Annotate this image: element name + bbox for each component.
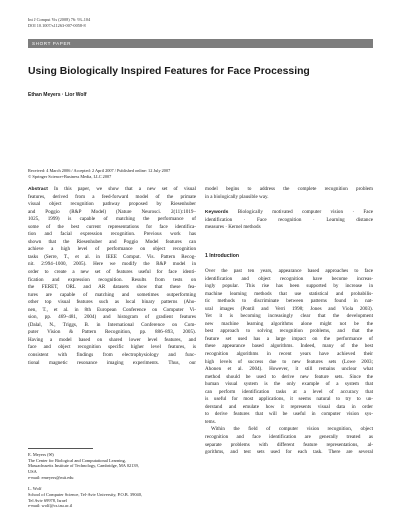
intro-line: method should be used to derive new feature sets. Since the (205, 373, 373, 380)
intro-line: new machine learning algorithms alone might not be the (205, 320, 373, 327)
affiliation-line: USA (28, 469, 37, 475)
abstract-line: visual object recognition pathway proposed by Riesenhuber (28, 201, 196, 208)
intro-line: identification and object recognition have become increas- (205, 275, 373, 282)
affiliation-line: The Center for Biological and Computational Learning, (28, 457, 126, 463)
keywords (205, 209, 373, 232)
abstract-line: sion, pp. 469–481, 2004) and histogram of gradient features (28, 314, 196, 321)
keywords-line: measures · Kernel methods (205, 224, 261, 231)
abstract-line: consistent with findings from electrophysiology and func- (28, 352, 196, 359)
abstract-line: tional magnetic resonance imaging experiments. Thus, our (28, 359, 196, 366)
intro-line: ingly popular. This rise has been supported by increase in (205, 283, 373, 290)
affiliation-line: School of Computer Science, Tel-Aviv University, P.O.B. 39040, (28, 491, 142, 497)
intro-line: human visual system is the only example of a system that (205, 381, 373, 388)
abstract-line: face and object recognition specific higher level features, is (28, 344, 196, 351)
right-column-intro (205, 186, 373, 201)
abstract-line: and Poggio (R&P Model) (Nature Neurosci. 2(11):1019– (28, 208, 196, 215)
received-line: Received: 4 March 2006 / Accepted: 2 April 2007 / Published online: 12 July 2007 (28, 168, 171, 173)
abstract-line: tion and facial expression recognition. Previous work has (28, 231, 196, 238)
publication-dates (28, 168, 373, 179)
authors: Ethan Meyers · Lior Wolf (28, 92, 87, 98)
intro-line: tic methods to discriminate between patterns found in nat- (205, 298, 373, 305)
intro-line: ural images (Pontil and Verri 1998; Jones and Viola 2003). (205, 305, 373, 312)
abstract-line: achieve a high level of performance on object recognition (28, 246, 196, 253)
abstract-line: order to create a new set of features useful for face identi- (28, 269, 196, 276)
abstract-line: other top visual features such as local binary patterns (Aho- (28, 299, 196, 306)
intro-line: feature set used has a large impact on the performance of (205, 335, 373, 342)
keywords-label: Keywords (205, 210, 229, 215)
abstract-line: Having a model based on shared lower level features, and (28, 336, 196, 343)
abstract-label: Abstract (28, 187, 48, 192)
abstract-line: fication and expression recognition. Results from tests on (28, 276, 196, 283)
intro-line: best approach to solving recognition problems, and that the (205, 328, 373, 335)
paper-title: Using Biologically Inspired Features for Face Processing (28, 66, 310, 77)
intro-line: recognition and face identification are generally treated as (205, 434, 373, 441)
keywords-first-line: Keywords Biologically motivated computer vision · Face (205, 209, 373, 215)
abstract-line: tures are capable of matching and sometimes outperforming (28, 291, 196, 298)
affiliation-line: Tel Aviv 69978, Israel (28, 497, 67, 503)
intro-line: can perform identification tasks at a level of accuracy that (205, 388, 373, 395)
intro-line: tems. (205, 418, 216, 425)
affiliation-line: Massachusetts Institute of Technology, Cambridge, MA 02139, (28, 463, 139, 469)
intro-line: is useful for most applications, it seems natural to try to un- (205, 396, 373, 403)
journal-header (28, 17, 90, 28)
footnote-rule (28, 448, 93, 449)
abstract-line: tasks (Serre, T., et al. in IEEE Comput. Vis. Pattern Recog- (28, 253, 196, 260)
abstract-line: some of the best current representations for face identifica- (28, 223, 196, 230)
abstract-line: nen, T., et al. in 8th European Conference on Computer Vi- (28, 306, 196, 313)
section-heading: 1 Introduction (205, 253, 239, 259)
intro-line: these appearance based algorithms. Indeed, many of the best (205, 343, 373, 350)
intro-line: Ahonen et al. 2004). However, it still remains unclear what (205, 366, 373, 373)
introduction-body (205, 268, 373, 457)
intro-line: Over the past ten years, appearance based approaches to face (205, 268, 373, 274)
copyright-line: © Springer Science+Business Media, LLC 2007 (28, 173, 112, 179)
keywords-line: identification · Face recognition · Learning distance (205, 216, 373, 223)
abstract-first-line: Abstract In this paper, we show that a new set of visual (28, 186, 196, 192)
abstract-continued-line: in a biologically plausible way. (205, 193, 269, 200)
intro-line: to derive features that will be useful in computer vision sys- (205, 411, 373, 418)
intro-line: high levels of success due to new features sets (Lowe 2003; (205, 358, 373, 365)
intro-line: recognition algorithms in recent years have achieved their (205, 351, 373, 358)
affiliation-line: e-mail: emeyers@mit.edu (28, 474, 74, 480)
abstract (28, 186, 196, 367)
abstract-line: (Dalal, N., Triggs, B. in International Conference on Com- (28, 321, 196, 328)
article-type-band: SHORT PAPER (28, 39, 373, 48)
affiliation-line: L. Wolf (28, 486, 42, 492)
intro-line: derstand and emulate how it represents visual data in order (205, 403, 373, 410)
abstract-continued-line: model begins to address the complete recognition problem (205, 186, 373, 192)
affiliations (28, 452, 198, 509)
abstract-line: the FERET, ORL and AR datasets show that these fea- (28, 284, 196, 291)
intro-line: Within the field of computer vision recognition, object (211, 426, 373, 433)
intro-line: gorithms, and test sets used for each task. There are several (205, 449, 373, 456)
abstract-line: nit. 2:994–1000, 2005). Here we modify the R&P model in (28, 261, 196, 268)
abstract-line: 1025, 1999) is capable of matching the performance of (28, 216, 196, 223)
intro-line: machine learning methods that use statistical and probabilis- (205, 290, 373, 297)
affiliation-line: E. Meyers (✉) (28, 452, 54, 457)
journal-citation: Int J Comput Vis (2008) 76: 93–104 (28, 17, 91, 22)
abstract-line: shown that the Riesenhuber and Poggio Model features can (28, 238, 196, 245)
abstract-line: features, derived from a feed-forward model of the primate (28, 193, 196, 200)
abstract-line: puter Vision & Pattern Recognition, pp. 886–893, 2005). (28, 329, 196, 336)
doi: DOI 10.1007/s11263-007-0058-8 (28, 22, 86, 28)
affiliation-line: e-mail: wolf@cs.tau.ac.il (28, 503, 73, 509)
intro-line: separate problems with different feature representations, al- (205, 441, 373, 448)
intro-line: Yet it is becoming increasingly clear that the development (205, 313, 373, 320)
